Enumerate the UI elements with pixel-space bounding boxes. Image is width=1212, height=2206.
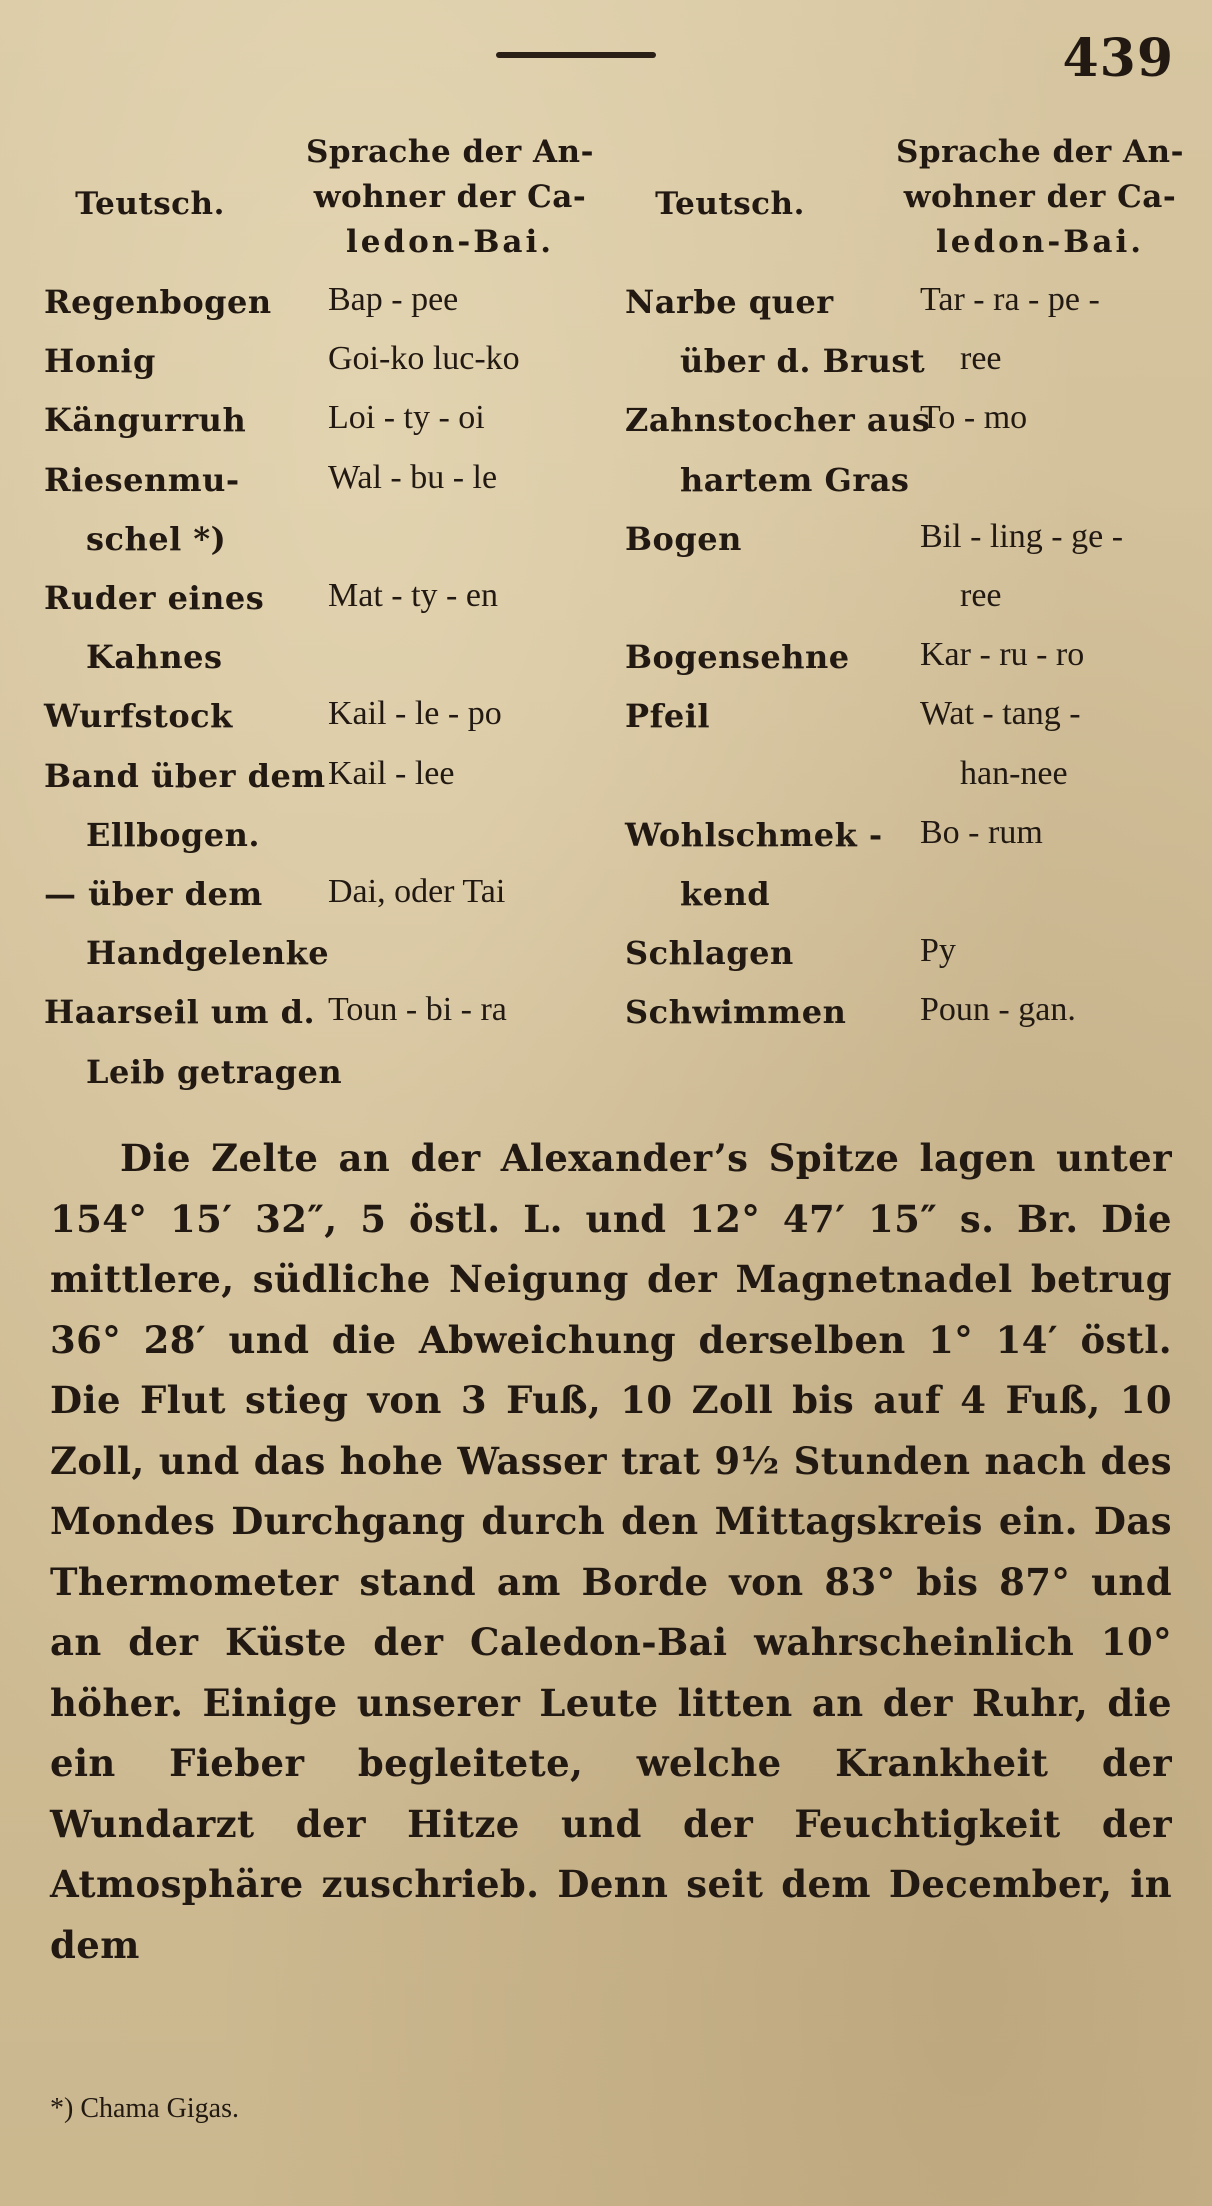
vocab-native-word: Bap - pee (328, 281, 459, 318)
vocab-german-word: Wurfstock (44, 697, 233, 736)
vocab-german-word: Bogen (625, 519, 742, 558)
header-german-left: Teutsch. (75, 186, 225, 222)
vocab-german-word: Haarseil um d. (44, 993, 316, 1032)
vocab-native-word: Kar - ru - ro (920, 636, 1085, 674)
header-line: ledon-Bai. (345, 224, 555, 260)
vocab-native-word: Poun - gan. (920, 991, 1076, 1029)
vocab-native-word: Dai, oder Tai (328, 873, 506, 910)
header-line: ledon-Bai. (935, 224, 1145, 260)
header-line: Sprache der An- (896, 134, 1184, 170)
vocab-native-word: Wal - bu - le (328, 458, 498, 496)
vocab-german-word: Leib getragen (86, 1052, 343, 1091)
vocab-native-word: Kail - le - po (328, 695, 502, 733)
vocab-native-word: Toun - bi - ra (328, 991, 507, 1029)
vocab-german-word: Regenbogen (44, 283, 272, 321)
vocab-native-word: Bo - rum (920, 813, 1043, 851)
header-german-right: Teutsch. (655, 186, 805, 222)
vocab-german-word: Bogensehne (625, 638, 850, 677)
vocab-german-word: Band über dem (44, 756, 326, 795)
vocab-german-word: Ruder eines (44, 579, 265, 617)
header-line: wohner der Ca- (313, 179, 587, 215)
vocab-german-word: Zahnstocher aus (625, 401, 931, 440)
vocab-native-word: ree (960, 340, 1002, 378)
vocab-german-word: Schwimmen (625, 993, 847, 1032)
vocab-german-word: Kahnes (86, 638, 223, 677)
vocab-german-word: Honig (44, 342, 156, 381)
vocab-native-word: Wat - tang - (920, 695, 1081, 733)
vocab-native-word: Mat - ty - en (328, 577, 498, 614)
vocab-german-word: — über dem (44, 875, 263, 913)
vocab-native-word: han-nee (960, 754, 1068, 792)
vocab-german-word: Schlagen (625, 934, 794, 973)
page-number: 439 (1062, 28, 1174, 89)
body-paragraph: Die Zelte an der Alexander’s Spitze lagen unter 154° 15′ 32″, 5 östl. L. und 12° 47′ 15″ s. Br. Die mittlere, südliche Neigung der Magnetnadel betrug 36° 28′ und die Abweichung derselben 1° 14′ östl. Die Flut stieg von 3 Fuß, 10 Zoll bis auf 4 Fuß, 10 Zoll, und das hohe Wasser trat 9½ Stunden nach des Mondes Durchgang durch den Mittagskreis ein. Das Thermometer stand am Borde von 83° bis 87° und an der Küste der Caledon-Bai wahrscheinlich 10° höher. Einige unserer Leute litten an der Ruhr, die ein Fieber begleitete, welche Krankheit der Wundarzt der Hitze und der Feuchtigkeit der Atmosphäre zuschrieb. Denn seit dem December, in dem (50, 1136, 1172, 1967)
vocab-german-word: kend (680, 875, 771, 913)
vocab-german-word: schel *) (86, 519, 227, 558)
vocab-german-word: Pfeil (625, 697, 710, 736)
header-line: Sprache der An- (306, 134, 594, 170)
vocab-german-word: Ellbogen. (86, 815, 261, 854)
vocab-native-word: Py (920, 932, 956, 970)
vocab-german-word: über d. Brust (680, 342, 926, 381)
vocab-native-word: Tar - ra - pe - (920, 281, 1100, 318)
vocab-german-word: Wohlschmek - (625, 815, 883, 854)
footnote: *) Chama Gigas. (50, 2093, 239, 2124)
vocab-native-word: Goi-ko luc-ko (328, 340, 520, 378)
vocab-german-word: Riesenmu- (44, 460, 240, 499)
header-line: wohner der Ca- (903, 179, 1177, 215)
header-rule (496, 52, 656, 58)
vocab-native-word: To - mo (920, 399, 1028, 437)
vocab-native-word: ree (960, 577, 1002, 614)
vocab-native-word: Kail - lee (328, 754, 455, 792)
vocab-native-word: Bil - ling - ge - (920, 517, 1124, 555)
vocab-native-word: Loi - ty - oi (328, 399, 485, 437)
header-native-right (890, 130, 1190, 265)
vocab-german-word: hartem Gras (680, 460, 910, 499)
vocab-german-word: Handgelenke (86, 934, 330, 973)
vocab-german-word: Narbe quer (625, 283, 834, 321)
header-native-left (300, 130, 600, 265)
vocab-german-word: Kängurruh (44, 401, 247, 440)
